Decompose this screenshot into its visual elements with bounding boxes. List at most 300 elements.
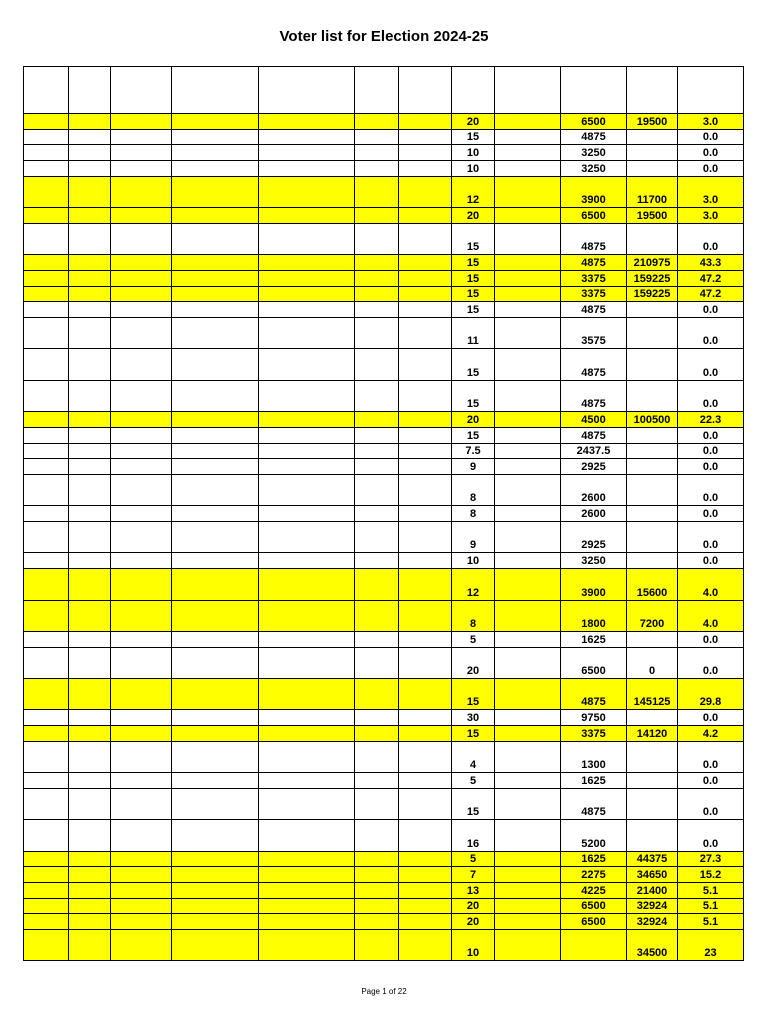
- table-cell: [111, 522, 172, 553]
- ratio-cell: 0.0: [678, 459, 744, 475]
- table-cell: [111, 459, 172, 475]
- table-cell: [495, 883, 561, 899]
- table-cell: [69, 474, 111, 505]
- table-cell: [399, 474, 452, 505]
- table-cell: [69, 726, 111, 742]
- amount-cell: 4875: [561, 349, 627, 380]
- table-row: [24, 176, 744, 207]
- table-cell: [259, 867, 355, 883]
- table-row: [24, 569, 744, 600]
- table-cell: [172, 679, 259, 710]
- hours-cell: 10: [452, 161, 495, 177]
- amount-cell: 6500: [561, 914, 627, 930]
- amount-cell: 3375: [561, 271, 627, 287]
- table-row: [24, 349, 744, 380]
- table-cell: [355, 741, 399, 772]
- table-cell: [24, 773, 69, 789]
- table-cell: [399, 318, 452, 349]
- hours-cell: 20: [452, 114, 495, 130]
- amount-cell: 4875: [561, 129, 627, 145]
- total-cell: [627, 710, 678, 726]
- table-cell: [495, 726, 561, 742]
- table-cell: [24, 255, 69, 271]
- table-row: [24, 427, 744, 443]
- table-cell: [24, 898, 69, 914]
- table-cell: [111, 726, 172, 742]
- hours-cell: 15: [452, 302, 495, 318]
- table-cell: [259, 286, 355, 302]
- table-cell: [24, 820, 69, 851]
- ratio-cell: 29.8: [678, 679, 744, 710]
- table-cell: [111, 506, 172, 522]
- table-cell: [495, 679, 561, 710]
- table-cell: [69, 600, 111, 631]
- ratio-cell: 0.0: [678, 647, 744, 678]
- ratio-cell: 23: [678, 930, 744, 961]
- table-cell: [24, 710, 69, 726]
- ratio-cell: 3.0: [678, 176, 744, 207]
- table-cell: [355, 851, 399, 867]
- total-cell: 19500: [627, 114, 678, 130]
- table-row: [24, 600, 744, 631]
- table-cell: [259, 67, 355, 114]
- table-cell: [399, 302, 452, 318]
- table-cell: [172, 114, 259, 130]
- table-row: [24, 647, 744, 678]
- table-cell: [111, 788, 172, 819]
- table-cell: [111, 898, 172, 914]
- table-cell: [24, 129, 69, 145]
- total-cell: [627, 161, 678, 177]
- table-cell: [495, 176, 561, 207]
- table-cell: [172, 176, 259, 207]
- table-cell: [259, 176, 355, 207]
- total-cell: [627, 474, 678, 505]
- hours-cell: 12: [452, 569, 495, 600]
- table-cell: [69, 412, 111, 428]
- table-cell: [111, 67, 172, 114]
- table-cell: [495, 569, 561, 600]
- table-cell: [259, 851, 355, 867]
- hours-cell: 5: [452, 773, 495, 789]
- table-row: [24, 867, 744, 883]
- hours-cell: 20: [452, 647, 495, 678]
- table-cell: [172, 161, 259, 177]
- table-cell: [355, 145, 399, 161]
- ratio-cell: 0.0: [678, 773, 744, 789]
- table-row: [24, 522, 744, 553]
- table-cell: [355, 914, 399, 930]
- amount-cell: 2600: [561, 506, 627, 522]
- table-row: [24, 443, 744, 459]
- table-cell: [399, 67, 452, 114]
- table-cell: [259, 349, 355, 380]
- table-cell: [355, 271, 399, 287]
- table-cell: [172, 318, 259, 349]
- table-cell: [24, 114, 69, 130]
- table-cell: [259, 145, 355, 161]
- table-cell: [259, 427, 355, 443]
- total-cell: [627, 553, 678, 569]
- table-row: [24, 302, 744, 318]
- table-cell: [69, 271, 111, 287]
- ratio-cell: 3.0: [678, 208, 744, 224]
- table-cell: [355, 443, 399, 459]
- table-cell: [24, 349, 69, 380]
- table-cell: [259, 412, 355, 428]
- table-cell: [355, 318, 399, 349]
- table-cell: [172, 851, 259, 867]
- table-cell: [24, 474, 69, 505]
- table-cell: [24, 145, 69, 161]
- table-cell: [355, 286, 399, 302]
- table-cell: [24, 176, 69, 207]
- table-row: [24, 271, 744, 287]
- table-cell: [172, 930, 259, 961]
- total-cell: [627, 145, 678, 161]
- hours-cell: 8: [452, 474, 495, 505]
- table-cell: [172, 271, 259, 287]
- ratio-cell: 0.0: [678, 820, 744, 851]
- table-cell: [355, 726, 399, 742]
- amount-cell: 3250: [561, 145, 627, 161]
- ratio-cell: 47.2: [678, 286, 744, 302]
- amount-cell: 3250: [561, 161, 627, 177]
- total-cell: [627, 349, 678, 380]
- table-cell: [172, 208, 259, 224]
- table-row: [24, 773, 744, 789]
- table-cell: [69, 427, 111, 443]
- table-cell: [495, 553, 561, 569]
- table-cell: [355, 223, 399, 254]
- ratio-cell: 47.2: [678, 271, 744, 287]
- table-cell: [399, 788, 452, 819]
- table-cell: [399, 412, 452, 428]
- table-cell: [111, 114, 172, 130]
- table-cell: [495, 930, 561, 961]
- amount-cell: 1625: [561, 773, 627, 789]
- total-cell: [627, 788, 678, 819]
- table-cell: [111, 553, 172, 569]
- table-cell: [24, 914, 69, 930]
- table-cell: [69, 898, 111, 914]
- total-cell: 100500: [627, 412, 678, 428]
- hours-cell: 11: [452, 318, 495, 349]
- table-cell: [399, 600, 452, 631]
- table-row: [24, 820, 744, 851]
- table-cell: [399, 647, 452, 678]
- table-cell: [399, 459, 452, 475]
- table-cell: [399, 726, 452, 742]
- hours-cell: 30: [452, 710, 495, 726]
- table-cell: [355, 474, 399, 505]
- table-cell: [111, 223, 172, 254]
- table-cell: [495, 914, 561, 930]
- table-cell: [355, 773, 399, 789]
- table-cell: [259, 820, 355, 851]
- table-cell: [259, 255, 355, 271]
- table-cell: [355, 67, 399, 114]
- amount-cell: 4875: [561, 302, 627, 318]
- amount-cell: 1300: [561, 741, 627, 772]
- total-cell: [627, 302, 678, 318]
- table-cell: [111, 820, 172, 851]
- table-cell: [24, 161, 69, 177]
- amount-cell: [561, 930, 627, 961]
- table-cell: [69, 710, 111, 726]
- table-cell: [69, 679, 111, 710]
- table-cell: [355, 349, 399, 380]
- table-cell: [172, 600, 259, 631]
- ratio-cell: 4.2: [678, 726, 744, 742]
- hours-cell: 7.5: [452, 443, 495, 459]
- table-cell: [399, 223, 452, 254]
- table-row: [24, 129, 744, 145]
- table-cell: [259, 898, 355, 914]
- table-cell: [172, 820, 259, 851]
- total-cell: 14120: [627, 726, 678, 742]
- table-cell: [24, 318, 69, 349]
- table-cell: [111, 145, 172, 161]
- amount-cell: 4500: [561, 412, 627, 428]
- ratio-cell: 0.0: [678, 223, 744, 254]
- table-cell: [172, 443, 259, 459]
- table-cell: [355, 302, 399, 318]
- table-row: [24, 883, 744, 899]
- table-cell: [69, 741, 111, 772]
- table-cell: [111, 741, 172, 772]
- hours-cell: 15: [452, 286, 495, 302]
- ratio-cell: 0.0: [678, 474, 744, 505]
- amount-cell: 6500: [561, 114, 627, 130]
- table-row: [24, 255, 744, 271]
- ratio-cell: 0.0: [678, 522, 744, 553]
- table-cell: [172, 223, 259, 254]
- ratio-cell: 0.0: [678, 302, 744, 318]
- total-cell: [627, 318, 678, 349]
- table-cell: [259, 773, 355, 789]
- table-cell: [259, 318, 355, 349]
- amount-cell: 2275: [561, 867, 627, 883]
- hours-cell: 15: [452, 427, 495, 443]
- table-cell: [24, 412, 69, 428]
- ratio-cell: 4.0: [678, 569, 744, 600]
- table-cell: [111, 349, 172, 380]
- table-cell: [172, 474, 259, 505]
- table-cell: [259, 271, 355, 287]
- table-cell: [24, 286, 69, 302]
- table-cell: [355, 631, 399, 647]
- total-cell: [627, 67, 678, 114]
- ratio-cell: 0.0: [678, 631, 744, 647]
- table-cell: [111, 286, 172, 302]
- table-cell: [495, 741, 561, 772]
- table-cell: [24, 600, 69, 631]
- table-cell: [259, 788, 355, 819]
- table-cell: [24, 631, 69, 647]
- table-cell: [495, 788, 561, 819]
- table-cell: [399, 443, 452, 459]
- ratio-cell: 0.0: [678, 741, 744, 772]
- voter-table: [23, 66, 744, 961]
- total-cell: [627, 741, 678, 772]
- ratio-cell: 27.3: [678, 851, 744, 867]
- table-cell: [259, 208, 355, 224]
- table-row: [24, 286, 744, 302]
- table-cell: [495, 820, 561, 851]
- table-cell: [111, 208, 172, 224]
- hours-cell: 10: [452, 553, 495, 569]
- amount-cell: [561, 67, 627, 114]
- total-cell: 210975: [627, 255, 678, 271]
- table-cell: [24, 302, 69, 318]
- table-cell: [24, 67, 69, 114]
- table-cell: [399, 710, 452, 726]
- table-row: [24, 459, 744, 475]
- table-cell: [111, 255, 172, 271]
- table-cell: [24, 380, 69, 411]
- table-cell: [355, 459, 399, 475]
- table-cell: [495, 710, 561, 726]
- ratio-cell: 0.0: [678, 710, 744, 726]
- table-cell: [495, 459, 561, 475]
- table-cell: [111, 129, 172, 145]
- table-cell: [69, 114, 111, 130]
- hours-cell: 8: [452, 600, 495, 631]
- table-cell: [259, 679, 355, 710]
- table-row: [24, 898, 744, 914]
- total-cell: 32924: [627, 914, 678, 930]
- table-cell: [111, 380, 172, 411]
- table-cell: [355, 710, 399, 726]
- table-cell: [69, 820, 111, 851]
- table-cell: [355, 867, 399, 883]
- table-cell: [172, 788, 259, 819]
- table-cell: [69, 380, 111, 411]
- table-cell: [172, 145, 259, 161]
- table-cell: [399, 631, 452, 647]
- table-cell: [495, 223, 561, 254]
- table-cell: [495, 427, 561, 443]
- amount-cell: 3900: [561, 569, 627, 600]
- hours-cell: [452, 67, 495, 114]
- table-cell: [69, 208, 111, 224]
- table-cell: [495, 522, 561, 553]
- total-cell: [627, 223, 678, 254]
- total-cell: [627, 773, 678, 789]
- table-cell: [355, 161, 399, 177]
- total-cell: [627, 506, 678, 522]
- table-cell: [355, 788, 399, 819]
- table-cell: [355, 647, 399, 678]
- table-cell: [69, 286, 111, 302]
- hours-cell: 10: [452, 930, 495, 961]
- table-cell: [172, 255, 259, 271]
- ratio-cell: 0.0: [678, 129, 744, 145]
- table-cell: [111, 851, 172, 867]
- table-cell: [69, 883, 111, 899]
- table-cell: [69, 318, 111, 349]
- table-cell: [259, 161, 355, 177]
- table-cell: [24, 883, 69, 899]
- amount-cell: 3250: [561, 553, 627, 569]
- table-cell: [355, 898, 399, 914]
- table-cell: [495, 412, 561, 428]
- ratio-cell: 22.3: [678, 412, 744, 428]
- table-row: [24, 114, 744, 130]
- table-cell: [172, 427, 259, 443]
- amount-cell: 4875: [561, 427, 627, 443]
- table-row: [24, 161, 744, 177]
- hours-cell: 5: [452, 851, 495, 867]
- total-cell: 21400: [627, 883, 678, 899]
- table-cell: [172, 286, 259, 302]
- table-cell: [172, 459, 259, 475]
- table-cell: [495, 647, 561, 678]
- table-cell: [355, 522, 399, 553]
- table-cell: [24, 569, 69, 600]
- table-cell: [399, 914, 452, 930]
- table-cell: [69, 223, 111, 254]
- table-cell: [259, 569, 355, 600]
- table-cell: [111, 914, 172, 930]
- table-cell: [69, 867, 111, 883]
- table-cell: [495, 318, 561, 349]
- table-cell: [172, 67, 259, 114]
- table-cell: [355, 129, 399, 145]
- ratio-cell: 0.0: [678, 380, 744, 411]
- total-cell: [627, 129, 678, 145]
- total-cell: 11700: [627, 176, 678, 207]
- total-cell: 34500: [627, 930, 678, 961]
- total-cell: 15600: [627, 569, 678, 600]
- hours-cell: 9: [452, 459, 495, 475]
- table-cell: [69, 506, 111, 522]
- table-cell: [172, 569, 259, 600]
- ratio-cell: 4.0: [678, 600, 744, 631]
- table-cell: [399, 161, 452, 177]
- table-cell: [172, 631, 259, 647]
- table-row: [24, 741, 744, 772]
- hours-cell: 15: [452, 726, 495, 742]
- table-cell: [69, 930, 111, 961]
- table-cell: [24, 223, 69, 254]
- table-cell: [399, 506, 452, 522]
- table-cell: [399, 569, 452, 600]
- table-cell: [172, 380, 259, 411]
- table-cell: [495, 67, 561, 114]
- table-cell: [24, 506, 69, 522]
- table-cell: [259, 600, 355, 631]
- table-row: [24, 930, 744, 961]
- table-cell: [111, 427, 172, 443]
- total-cell: 19500: [627, 208, 678, 224]
- table-cell: [399, 522, 452, 553]
- table-cell: [495, 286, 561, 302]
- total-cell: 0: [627, 647, 678, 678]
- voter-table-body: [24, 67, 744, 961]
- table-cell: [399, 176, 452, 207]
- hours-cell: 15: [452, 223, 495, 254]
- table-cell: [495, 631, 561, 647]
- table-cell: [495, 380, 561, 411]
- ratio-cell: 0.0: [678, 318, 744, 349]
- table-cell: [495, 255, 561, 271]
- amount-cell: 3375: [561, 286, 627, 302]
- total-cell: [627, 443, 678, 459]
- table-cell: [399, 741, 452, 772]
- table-cell: [259, 380, 355, 411]
